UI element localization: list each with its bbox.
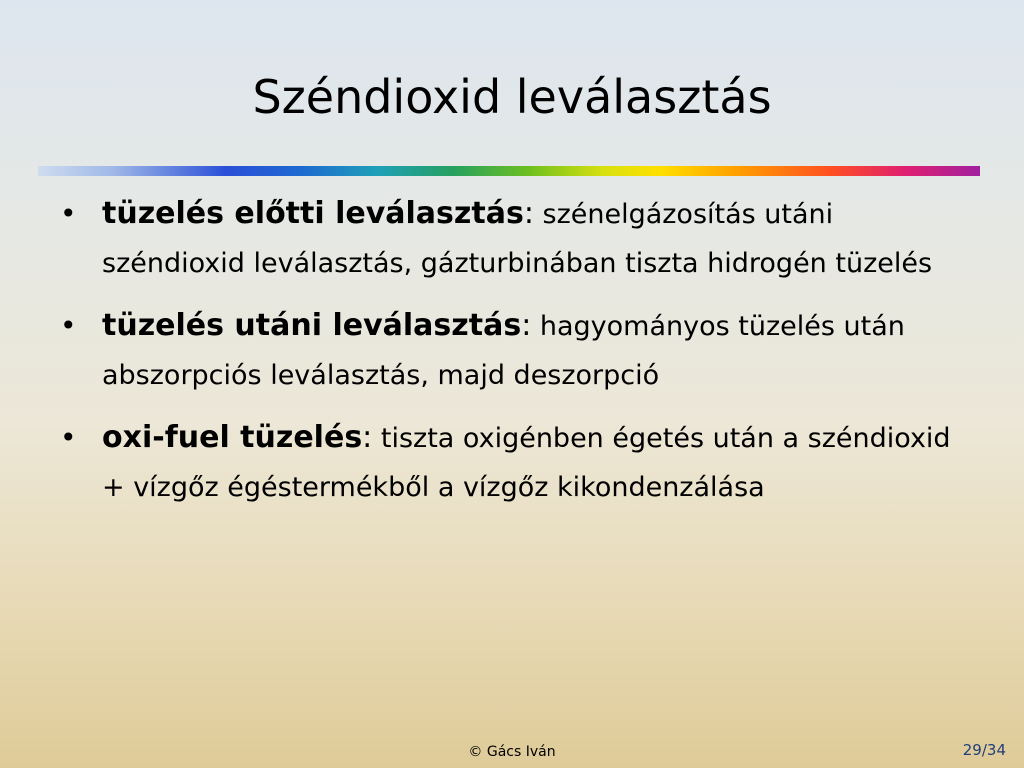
footer-author: © Gács Iván: [468, 744, 556, 760]
bullet-marker: •: [60, 421, 77, 454]
bullet-item: [60, 190, 970, 288]
slide-title: Széndioxid leválasztás: [252, 70, 772, 124]
bullet-term: oxi-fuel tüzelés: [102, 420, 363, 455]
bullet-description: tiszta oxigénben égetés után a széndioxid + vízgőz égéstermékből a vízgőz kikondenzálása: [102, 423, 951, 503]
bullet-marker: •: [60, 309, 77, 342]
bullet-separator: :: [523, 196, 534, 231]
bullet-term: tüzelés utáni leválasztás: [102, 308, 522, 343]
page-number: 29/34: [962, 741, 1006, 759]
rainbow-divider: [38, 166, 980, 176]
bullet-separator: :: [521, 308, 532, 343]
bullet-marker: •: [60, 197, 77, 230]
bullet-item: [60, 302, 970, 400]
bullet-term: tüzelés előtti leválasztás: [102, 196, 524, 231]
bullet-item: [60, 414, 970, 512]
bullet-description: hagyományos tüzelés után abszorpciós leválasztás, majd deszorpció: [102, 311, 905, 391]
bullet-description: szénelgázosítás utáni széndioxid leválasztás, gázturbinában tiszta hidrogén tüzelés: [102, 199, 933, 279]
bullet-separator: :: [362, 420, 373, 455]
bullet-list: [60, 190, 970, 526]
